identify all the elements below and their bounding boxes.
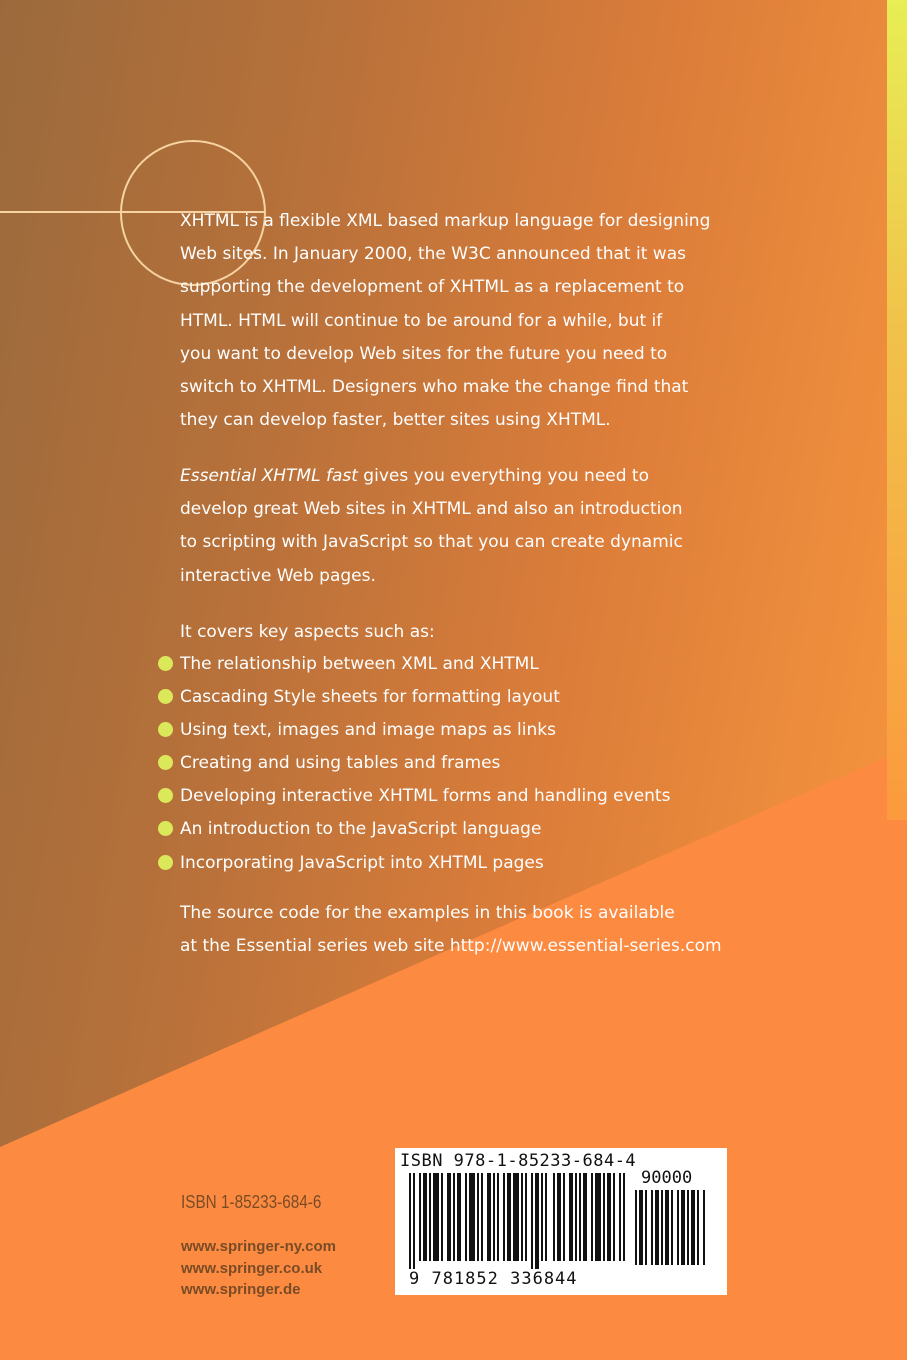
barcode-bar xyxy=(579,1173,581,1261)
barcode-bar xyxy=(557,1173,561,1261)
blurb-paragraph-2 xyxy=(180,460,760,593)
barcode-bar xyxy=(661,1190,663,1265)
barcode-bar xyxy=(513,1173,519,1261)
barcode-bar xyxy=(541,1173,543,1261)
barcode-bar xyxy=(591,1173,593,1261)
barcode-bar xyxy=(583,1173,587,1261)
bullet-list xyxy=(158,648,670,880)
bullet-icon xyxy=(158,821,173,836)
barcode-bar xyxy=(413,1173,415,1269)
barcode-bar xyxy=(697,1190,699,1265)
barcode-bar xyxy=(687,1190,689,1265)
barcode-bar xyxy=(469,1173,475,1261)
bullet-text: The relationship between XML and XHTML xyxy=(180,654,539,674)
barcode-bar xyxy=(677,1190,679,1265)
bullet-icon xyxy=(158,855,173,870)
barcode-bar xyxy=(623,1173,625,1261)
text-line xyxy=(180,460,760,493)
barcode-bar xyxy=(603,1173,605,1261)
list-item xyxy=(158,714,670,747)
barcode-isbn-label: ISBN 978-1-85233-684-4 xyxy=(400,1151,637,1171)
bullet-text: Using text, images and image maps as links xyxy=(180,720,556,741)
barcode-bar xyxy=(531,1173,533,1269)
text-line: switch to XHTML. Designers who make the change find that xyxy=(180,377,689,398)
bullet-text: Incorporating JavaScript into XHTML pages xyxy=(180,852,544,873)
barcode-bar xyxy=(493,1173,495,1261)
barcode-bar xyxy=(681,1190,685,1265)
barcode-bars xyxy=(409,1173,627,1273)
barcode-bar xyxy=(655,1190,659,1265)
bullet-icon xyxy=(158,689,173,704)
text-line: supporting the development of XHTML as a replacement to xyxy=(180,277,685,298)
text-line: HTML. HTML will continue to be around for a while, but if xyxy=(180,310,663,331)
bullet-text: An introduction to the JavaScript language xyxy=(180,819,542,840)
barcode-bar xyxy=(665,1190,669,1265)
barcode-bar xyxy=(607,1173,611,1261)
publisher-url: www.springer-ny.com xyxy=(181,1238,337,1255)
text-fragment: gives you everything you need to xyxy=(357,466,649,486)
covers-intro: It covers key aspects such as: xyxy=(180,622,435,642)
text-line: at the Essential series web site http://www.essential-series.com xyxy=(180,936,722,957)
barcode-bar xyxy=(545,1173,547,1261)
barcode-bar xyxy=(481,1173,483,1261)
barcode-addon-bars xyxy=(635,1190,715,1273)
barcode-bar xyxy=(671,1190,673,1265)
list-item xyxy=(158,648,670,681)
text-line: Web sites. In January 2000, the W3C announced that it was xyxy=(180,244,686,265)
barcode-bar xyxy=(441,1173,443,1261)
publisher-url: www.springer.co.uk xyxy=(181,1259,323,1277)
barcode-bar xyxy=(457,1173,461,1261)
book-title: Essential XHTML fast xyxy=(180,466,358,486)
text-line: develop great Web sites in XHTML and also an introduction xyxy=(180,499,683,520)
barcode xyxy=(395,1148,727,1295)
barcode-bar xyxy=(639,1190,643,1265)
barcode-bar xyxy=(477,1173,479,1261)
barcode-bar xyxy=(569,1173,573,1261)
barcode-bar xyxy=(487,1173,491,1261)
bullet-icon xyxy=(158,656,173,671)
barcode-bar xyxy=(433,1173,439,1261)
source-code-note xyxy=(180,897,760,963)
barcode-bar xyxy=(521,1173,523,1261)
barcode-bar xyxy=(703,1190,705,1265)
barcode-bar xyxy=(409,1173,411,1269)
barcode-bar xyxy=(651,1190,653,1265)
text-line: The source code for the examples in this book is available xyxy=(180,903,675,923)
barcode-bar xyxy=(635,1190,637,1265)
barcode-price-code: 90000 xyxy=(641,1168,693,1188)
barcode-bar xyxy=(525,1173,527,1261)
bullet-icon xyxy=(158,755,173,770)
barcode-bar xyxy=(503,1173,505,1261)
barcode-bar xyxy=(595,1173,601,1261)
barcode-bar xyxy=(563,1173,565,1261)
bullet-icon xyxy=(158,722,173,737)
list-item xyxy=(158,813,670,846)
list-item xyxy=(158,681,670,714)
barcode-digits: 9 781852 336844 xyxy=(409,1269,578,1289)
barcode-bar xyxy=(453,1173,455,1261)
barcode-bar xyxy=(619,1173,621,1261)
barcode-bar xyxy=(553,1173,555,1261)
barcode-bar xyxy=(645,1190,647,1265)
barcode-bar xyxy=(429,1173,431,1261)
text-line: interactive Web pages. xyxy=(180,565,376,586)
list-item xyxy=(158,780,670,813)
barcode-bar xyxy=(465,1173,467,1261)
barcode-bar xyxy=(613,1173,615,1261)
barcode-bar xyxy=(507,1173,511,1261)
text-line: XHTML is a flexible XML based markup language for designing xyxy=(180,211,711,231)
bullet-text: Creating and using tables and frames xyxy=(180,753,501,774)
list-item xyxy=(158,847,670,880)
barcode-bar xyxy=(419,1173,421,1261)
blurb-paragraph-1 xyxy=(180,205,760,437)
barcode-bar xyxy=(691,1190,695,1265)
list-item xyxy=(158,747,670,780)
publisher-url: www.springer.de xyxy=(181,1281,301,1298)
text-line: to scripting with JavaScript so that you can create dynamic xyxy=(180,532,683,553)
isbn-text: ISBN 1-85233-684-6 xyxy=(181,1192,322,1212)
barcode-bar xyxy=(423,1173,427,1261)
barcode-bar xyxy=(497,1173,499,1261)
barcode-bar xyxy=(447,1173,451,1261)
publisher-urls xyxy=(181,1236,336,1301)
bullet-text: Cascading Style sheets for formatting layout xyxy=(180,687,560,708)
barcode-bar xyxy=(575,1173,577,1261)
text-line: they can develop faster, better sites using XHTML. xyxy=(180,410,611,431)
right-edge-strip xyxy=(887,0,907,820)
bullet-icon xyxy=(158,788,173,803)
barcode-bar xyxy=(535,1173,539,1269)
bullet-text: Developing interactive XHTML forms and handling events xyxy=(180,786,671,807)
text-line: you want to develop Web sites for the future you need to xyxy=(180,343,668,364)
